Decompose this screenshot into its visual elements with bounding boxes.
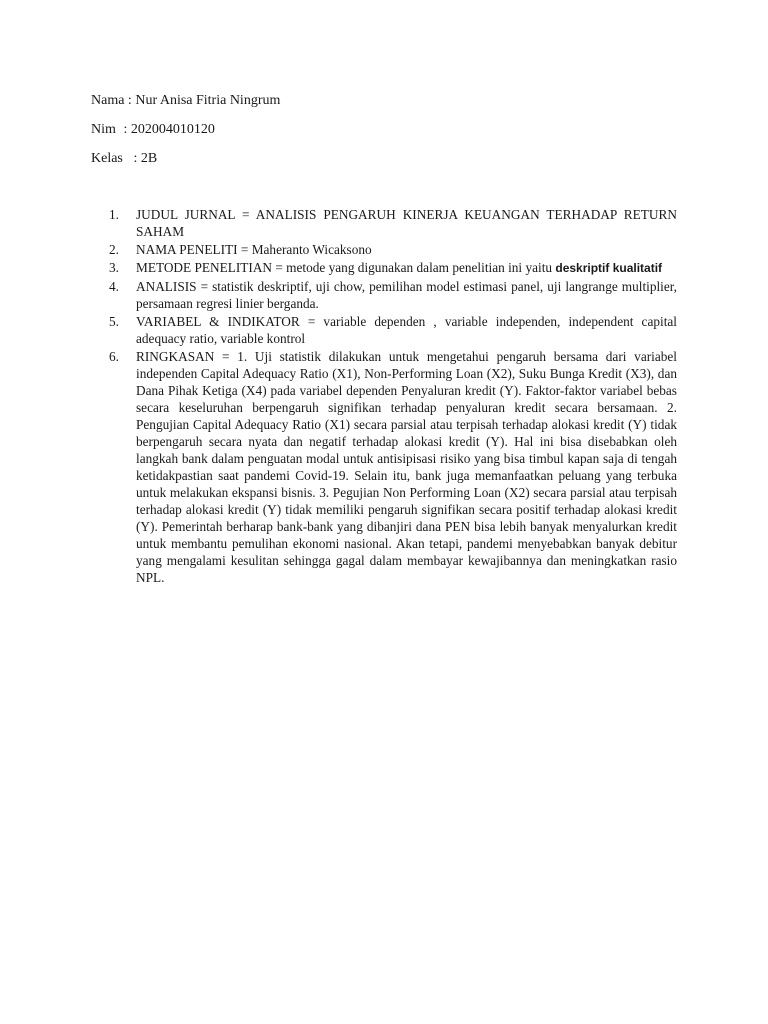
class-value: : 2B	[133, 151, 158, 166]
class-line	[91, 149, 280, 169]
list-number: 1.	[109, 207, 119, 222]
list-text: METODE PENELITIAN = metode yang digunakan dalam penelitian ini yaitu	[136, 260, 556, 275]
list-item-analysis	[109, 278, 677, 312]
list-text: NAMA PENELITI = Maheranto Wicaksono	[136, 242, 372, 257]
list-item-method	[109, 259, 677, 277]
list-item-researcher	[109, 241, 677, 258]
nim-value: : 202004010120	[123, 122, 215, 137]
list-number: 4.	[109, 279, 119, 294]
nim-label: Nim	[91, 122, 116, 137]
list-text: VARIABEL & INDIKATOR = variable dependen , variable independen, independent capital adequacy ratio, variable kontrol	[136, 314, 677, 346]
student-info	[91, 91, 280, 178]
list-item-title	[109, 206, 677, 240]
name-line	[91, 91, 280, 111]
list-number: 2.	[109, 242, 119, 257]
list-text: ANALISIS = statistik deskriptif, uji chow, pemilihan model estimasi panel, uji langrange multiplier, persamaan regresi linier berganda.	[136, 279, 677, 311]
list-number: 5.	[109, 314, 119, 329]
journal-summary-list	[109, 206, 677, 587]
list-number: 3.	[109, 260, 119, 275]
class-label: Kelas	[91, 151, 123, 166]
list-text: RINGKASAN = 1. Uji statistik dilakukan untuk mengetahui pengaruh bersama dari variabel independen Capital Adequacy Ratio (X1), Non-Performing Loan (X2), Suku Bunga Kredit (X3), dan Dana Pihak Ketiga (X4) pada variabel dependen Penyaluran kredit (Y). Faktor-faktor variabel bebas secara keseluruhan berpengaruh signifikan terhadap penyaluran kredit secara bersamaan. 2. Pengujian Capital Adequacy Ratio (X1) secara parsial atau terpisah terhadap alokasi kredit (Y) tidak berpengaruh secara nyata dan negatif terhadap alokasi kredit (Y). Hal ini bisa disebabkan oleh langkah bank dalam penguatan modal untuk antisipisasi risiko yang bisa timbul kapan saja di tengah ketidakpastian saat pandemi Covid-19. Selain itu, bank juga memanfaatkan peluang yang terbuka untuk melakukan ekspansi bisnis. 3. Pegujian Non Performing Loan (X2) secara parsial atau terpisah terhadap alokasi kredit (Y) tidak memiliki pengaruh signifikan secara positif terhadap alokasi kredit (Y). Pemerintah berharap bank-bank yang dibanjiri dana PEN bisa lebih banyak menyalurkan kredit untuk membantu pemulihan ekonomi nasional. Akan tetapi, pandemi menyebabkan banyak debitur yang mengalami kesulitan sehingga gagal dalam membayar kewajibannya dan meningkatkan rasio NPL.	[136, 349, 677, 585]
list-item-variables	[109, 313, 677, 347]
list-item-summary	[109, 348, 677, 586]
name-value: Nur Anisa Fitria Ningrum	[135, 93, 281, 108]
method-bold-text: deskriptif kualitatif	[555, 261, 663, 275]
list-number: 6.	[109, 349, 119, 364]
list-text: JUDUL JURNAL = ANALISIS PENGARUH KINERJA KEUANGAN TERHADAP RETURN SAHAM	[136, 207, 677, 239]
name-label: Nama :	[91, 93, 132, 108]
nim-line	[91, 120, 280, 140]
